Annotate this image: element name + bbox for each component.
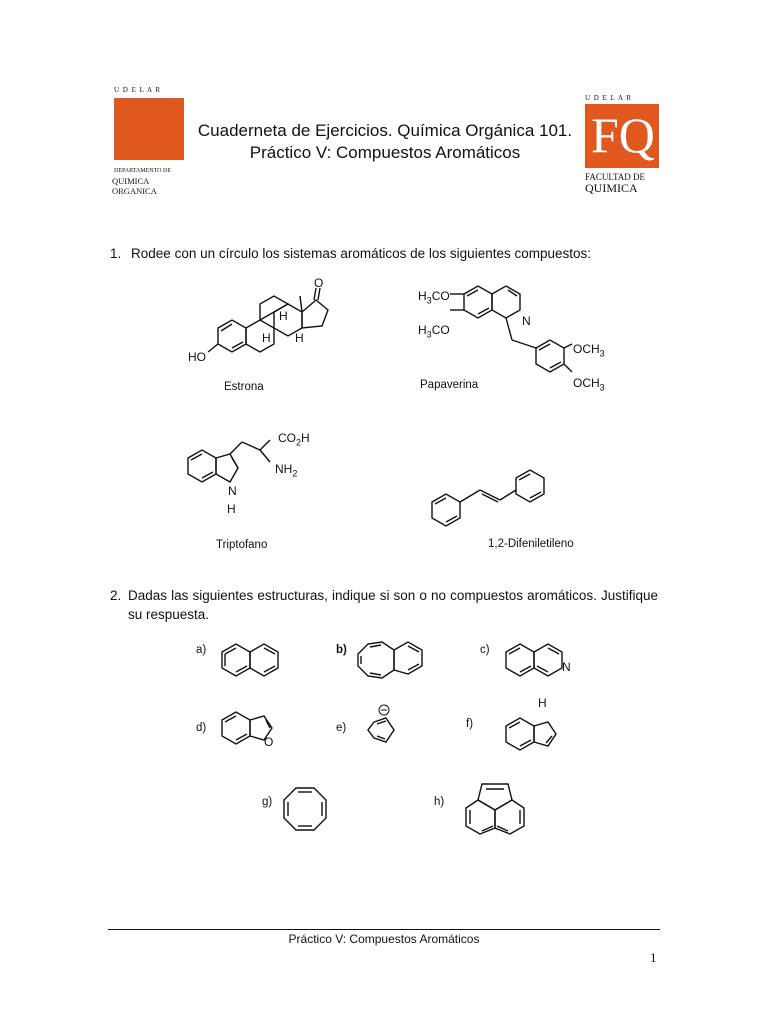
triptofano-co2h: $CO_2H$ <box>278 431 310 448</box>
estrona-h2: H <box>262 331 271 345</box>
triptofano-nh2: $NH_2$ <box>275 462 298 479</box>
logo-right-line1: FACULTAD DE <box>585 172 646 182</box>
question-1-number: 1. <box>110 246 122 261</box>
naphthalene-structure <box>218 640 298 684</box>
acenaphthylene-structure <box>462 780 542 836</box>
page-title <box>195 120 575 164</box>
logo-right-line2: QUIMICA <box>585 181 638 195</box>
logo-line2: QUIMICA ORGANICA <box>112 176 157 196</box>
papaverina-och3-2: $OCH_3$ <box>573 376 605 393</box>
item-g-label: g) <box>262 796 273 808</box>
difeniletileno-label: 1,2-Difeniletileno <box>488 538 574 550</box>
logo-fq-block <box>585 104 659 168</box>
logo-hexagon-icon <box>114 98 184 160</box>
title-line2: Práctico V: Compuestos Aromáticos <box>249 143 521 162</box>
estrona-label: Estrona <box>224 381 264 393</box>
title-line1: Cuaderneta de Ejercicios. Química Orgánica 101. <box>197 121 573 140</box>
item-h-label: h) <box>434 796 445 808</box>
facultad-logo <box>583 94 661 196</box>
logo-top-text: U D E L A R <box>114 86 162 94</box>
indole-nh: H <box>538 696 547 710</box>
item-f-label: f) <box>466 718 474 730</box>
estrona-h1: H <box>279 309 288 323</box>
papaverina-h3co-2: $H_3CO$ <box>418 323 450 340</box>
question-2-number: 2. <box>110 588 122 603</box>
departamento-logo <box>108 86 194 196</box>
cyclopentadienyl-structure <box>356 702 406 754</box>
benzofuran-o: O <box>264 735 274 749</box>
question-2-text: Dadas las siguientes estructuras, indique si son o no compuestos aromáticos. Justifique su respuesta. <box>128 588 658 622</box>
question-1 <box>110 244 658 263</box>
difeniletileno-structure <box>430 466 560 526</box>
item-b-label: b) <box>336 644 347 656</box>
estrona-h3: H <box>295 331 304 345</box>
estrona-o: O <box>314 276 324 290</box>
papaverina-label: Papaverina <box>420 379 479 391</box>
item-c-label: c) <box>480 644 490 656</box>
papaverina-h3co-1: $H_3CO$ <box>418 289 450 306</box>
logo-line1: DEPARTAMENTO DE <box>114 168 171 174</box>
papaverina-och3-1: $OCH_3$ <box>573 342 605 359</box>
page-number: 1 <box>650 950 657 965</box>
triptofano-h: H <box>227 502 236 516</box>
cyclooctatetraene-structure <box>282 786 332 836</box>
triptofano-n: N <box>228 484 237 498</box>
logo-right-top-text: U D E L A R <box>585 94 633 102</box>
logo-fq-letters: FQ <box>591 107 655 163</box>
estrona-ho: HO <box>188 350 206 364</box>
question-1-text: Rodee con un círculo los sistemas aromáticos de los siguientes compuestos: <box>131 246 592 261</box>
footer-text: Práctico V: Compuestos Aromáticos <box>288 932 480 946</box>
item-a-label: a) <box>196 644 207 656</box>
benzofuran-structure <box>218 710 298 754</box>
item-e-label: e) <box>336 722 347 734</box>
isoquinoline-n: N <box>562 660 571 674</box>
triptofano-label: Triptofano <box>216 539 268 551</box>
indole-structure <box>502 712 582 756</box>
papaverina-n: N <box>522 314 531 328</box>
question-2 <box>110 586 658 624</box>
footer-rule <box>108 929 660 930</box>
item-d-label: d) <box>196 722 207 734</box>
bicyclic-structure <box>352 636 442 688</box>
